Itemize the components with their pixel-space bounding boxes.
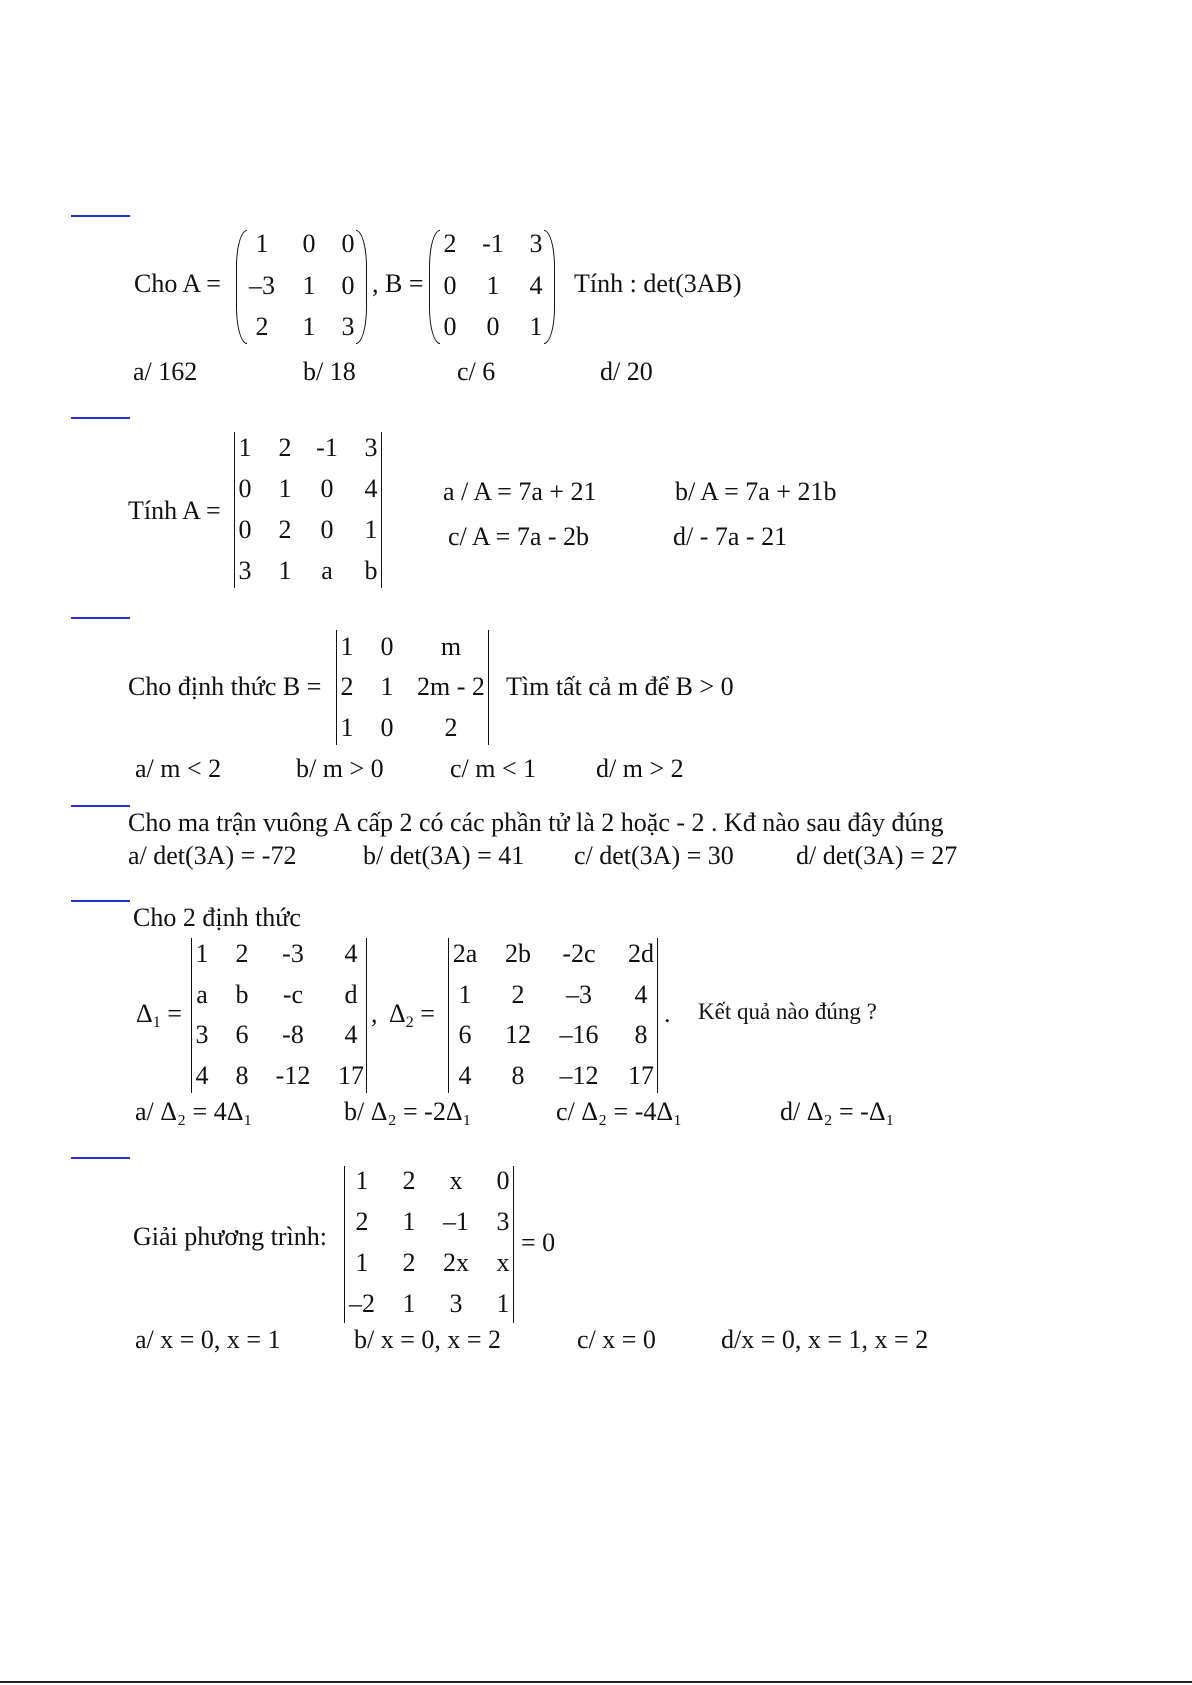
matrix-cell: b [235,980,249,1009]
q5-answer-d: d/ Δ₂ = -Δ₁ [780,1097,895,1126]
matrix-cell: 3 [238,556,252,585]
matrix-cell: 8 [634,1020,648,1049]
matrix-cell: 0 [320,515,334,544]
q3-prefix: Cho định thức B = [128,672,322,701]
matrix-cell: 3 [529,229,543,258]
matrix-cell: 8 [511,1061,525,1090]
q1-answer-d: d/ 20 [600,357,653,386]
matrix-cell: 1 [486,271,500,300]
q5-delta1-label [136,999,182,1038]
matrix-cell: a [321,556,333,585]
matrix-cell: 3 [449,1289,463,1318]
q1-answer-a: a/ 162 [133,357,198,386]
q1-matA-left-paren [236,230,247,344]
matrix-cell: 0 [320,474,334,503]
matrix-cell: 1 [340,713,354,742]
matrix-cell: 4 [344,939,358,968]
matrix-cell: 1 [278,474,292,503]
matrix-cell: -1 [316,433,338,462]
matrix-cell: 0 [380,632,394,661]
matrix-cell: -3 [282,939,304,968]
q2-det-left-bar [234,432,235,588]
matrix-cell: m [440,632,462,661]
matrix-cell: 2 [340,672,354,701]
matrix-cell: 3 [364,433,378,462]
matrix-cell: -12 [275,1061,311,1090]
q2-answer-c: c/ A = 7a - 2b [448,522,590,551]
matrix-cell: 3 [195,1020,209,1049]
q3-det-right-bar [488,630,489,745]
q5-comma: , [371,999,378,1028]
matrix-cell: 17 [628,1061,654,1090]
matrix-cell: x [496,1248,510,1277]
q3-answer-b: b/ m > 0 [296,754,384,783]
matrix-cell: 6 [235,1020,249,1049]
matrix-cell: 2 [355,1207,369,1236]
matrix-cell: 0 [486,312,500,341]
matrix-cell: –16 [559,1020,599,1049]
matrix-cell: -8 [282,1020,304,1049]
q1-suffix: Tính : det(3AB) [574,269,742,298]
question-marker-1 [71,215,130,217]
q6-suffix: = 0 [521,1228,556,1257]
q2-answer-a: a / A = 7a + 21 [443,477,597,506]
q3-answer-c: c/ m < 1 [450,754,537,783]
matrix-cell: 0 [238,515,252,544]
equals-sign: = [167,999,182,1028]
matrix-cell: -2c [562,939,596,968]
q5-title: Cho 2 định thức [133,903,301,932]
delta-symbol: Δ [136,999,153,1028]
matrix-cell: 2 [278,515,292,544]
q3-answer-a: a/ m < 2 [135,754,222,783]
q1-matB-left-paren [429,230,440,344]
matrix-cell: 2 [255,312,269,341]
matrix-cell: -1 [482,229,504,258]
q4-text: Cho ma trận vuông A cấp 2 có các phần tử là 2 hoặc - 2 . Kđ nào sau đây đúng [128,808,944,837]
q1-matB-right-paren [544,230,555,344]
q6-answer-d: d/x = 0, x = 1, x = 2 [721,1325,929,1354]
matrix-cell: 4 [529,271,543,300]
delta-symbol: Δ [389,999,406,1028]
matrix-cell: –12 [559,1061,599,1090]
q6-prefix: Giải phương trình: [133,1222,327,1251]
matrix-cell: 0 [302,229,316,258]
matrix-cell: –2 [349,1289,375,1318]
matrix-cell: 1 [380,672,394,701]
matrix-cell: 8 [235,1061,249,1090]
matrix-cell: 3 [496,1207,510,1236]
matrix-cell: 4 [458,1061,472,1090]
q4-answer-b: b/ det(3A) = 41 [363,841,525,870]
q5-dot: . [664,999,671,1028]
matrix-cell: d [344,980,358,1009]
q6-det-right-bar [513,1166,514,1323]
delta-index: 2 [405,1014,414,1031]
matrix-cell: 4 [344,1020,358,1049]
matrix-cell: a [196,980,208,1009]
matrix-cell: 4 [634,980,648,1009]
matrix-cell: 1 [302,271,316,300]
matrix-cell: 0 [443,312,457,341]
question-marker-5 [71,900,130,902]
matrix-cell: 1 [195,939,209,968]
page-bottom-rule [0,1681,1192,1683]
matrix-cell: 1 [402,1289,416,1318]
q6-answer-a: a/ x = 0, x = 1 [135,1325,281,1354]
q5-answer-c: c/ Δ₂ = -4Δ₁ [556,1097,683,1126]
matrix-cell: 1 [364,515,378,544]
matrix-cell: 1 [355,1166,369,1195]
matrix-cell: -c [282,980,304,1009]
matrix-cell: 3 [341,312,355,341]
question-marker-3 [71,617,130,619]
q2-answer-b: b/ A = 7a + 21b [675,477,837,506]
q5-det1-left-bar [191,938,192,1093]
q2-det-right-bar [381,432,382,588]
matrix-cell: 1 [355,1248,369,1277]
matrix-cell: 2 [443,229,457,258]
matrix-cell: 2b [505,939,531,968]
matrix-cell: 1 [255,229,269,258]
q3-det-left-bar [336,630,337,745]
q5-det1-right-bar [366,938,367,1093]
q5-question: Kết quả nào đúng ? [698,999,877,1024]
matrix-cell: 1 [529,312,543,341]
matrix-cell: 2 [402,1166,416,1195]
matrix-cell: 2d [628,939,654,968]
matrix-cell: 1 [302,312,316,341]
matrix-cell: 1 [238,433,252,462]
matrix-cell: –3 [566,980,592,1009]
q6-det-left-bar [344,1166,345,1323]
q1-prefix: Cho A = [134,269,221,298]
matrix-cell: b [364,556,378,585]
matrix-cell: 0 [341,229,355,258]
matrix-cell: 6 [458,1020,472,1049]
q4-answer-c: c/ det(3A) = 30 [574,841,734,870]
q1-answer-b: b/ 18 [303,357,356,386]
matrix-cell: 2m - 2 [417,672,485,701]
matrix-cell: 17 [338,1061,364,1090]
q3-suffix: Tìm tất cả m để B > 0 [506,672,734,701]
matrix-cell: 2 [511,980,525,1009]
q6-answer-b: b/ x = 0, x = 2 [354,1325,502,1354]
matrix-cell: 0 [443,271,457,300]
q5-answer-a: a/ Δ₂ = 4Δ₁ [135,1097,253,1126]
matrix-cell: –1 [443,1207,469,1236]
q3-answer-d: d/ m > 2 [596,754,684,783]
matrix-cell: 4 [195,1061,209,1090]
equals-sign: = [420,999,435,1028]
question-marker-6 [71,1157,130,1159]
matrix-cell: –3 [249,271,275,300]
matrix-cell: 1 [402,1207,416,1236]
q6-answer-c: c/ x = 0 [577,1325,656,1354]
q1-answer-c: c/ 6 [457,357,496,386]
matrix-cell: 0 [380,713,394,742]
matrix-cell: 2 [444,713,458,742]
matrix-cell: 12 [505,1020,531,1049]
q5-answer-b: b/ Δ₂ = -2Δ₁ [344,1097,472,1126]
matrix-cell: x [449,1166,463,1195]
matrix-cell: 2 [235,939,249,968]
matrix-cell: 4 [364,474,378,503]
matrix-cell: 1 [458,980,472,1009]
matrix-cell: 1 [340,632,354,661]
matrix-cell: 2x [443,1248,469,1277]
matrix-cell: 1 [278,556,292,585]
q5-delta2-label [389,999,435,1038]
q1-mid: , B = [372,269,424,298]
question-marker-4 [71,805,130,807]
matrix-cell: 0 [496,1166,510,1195]
matrix-cell: 2 [402,1248,416,1277]
matrix-cell: 0 [341,271,355,300]
q1-matA-right-paren [356,230,367,344]
matrix-cell: 2 [278,433,292,462]
q2-answer-d: d/ - 7a - 21 [673,522,788,551]
matrix-cell: 0 [238,474,252,503]
q5-det2-left-bar [448,938,449,1093]
matrix-cell: 2a [452,939,478,968]
delta-index: 1 [152,1014,161,1031]
matrix-cell: 1 [496,1289,510,1318]
q4-answer-d: d/ det(3A) = 27 [796,841,958,870]
q4-answer-a: a/ det(3A) = -72 [128,841,297,870]
q2-prefix: Tính A = [128,496,221,525]
q5-det2-right-bar [657,938,658,1093]
question-marker-2 [71,417,130,419]
